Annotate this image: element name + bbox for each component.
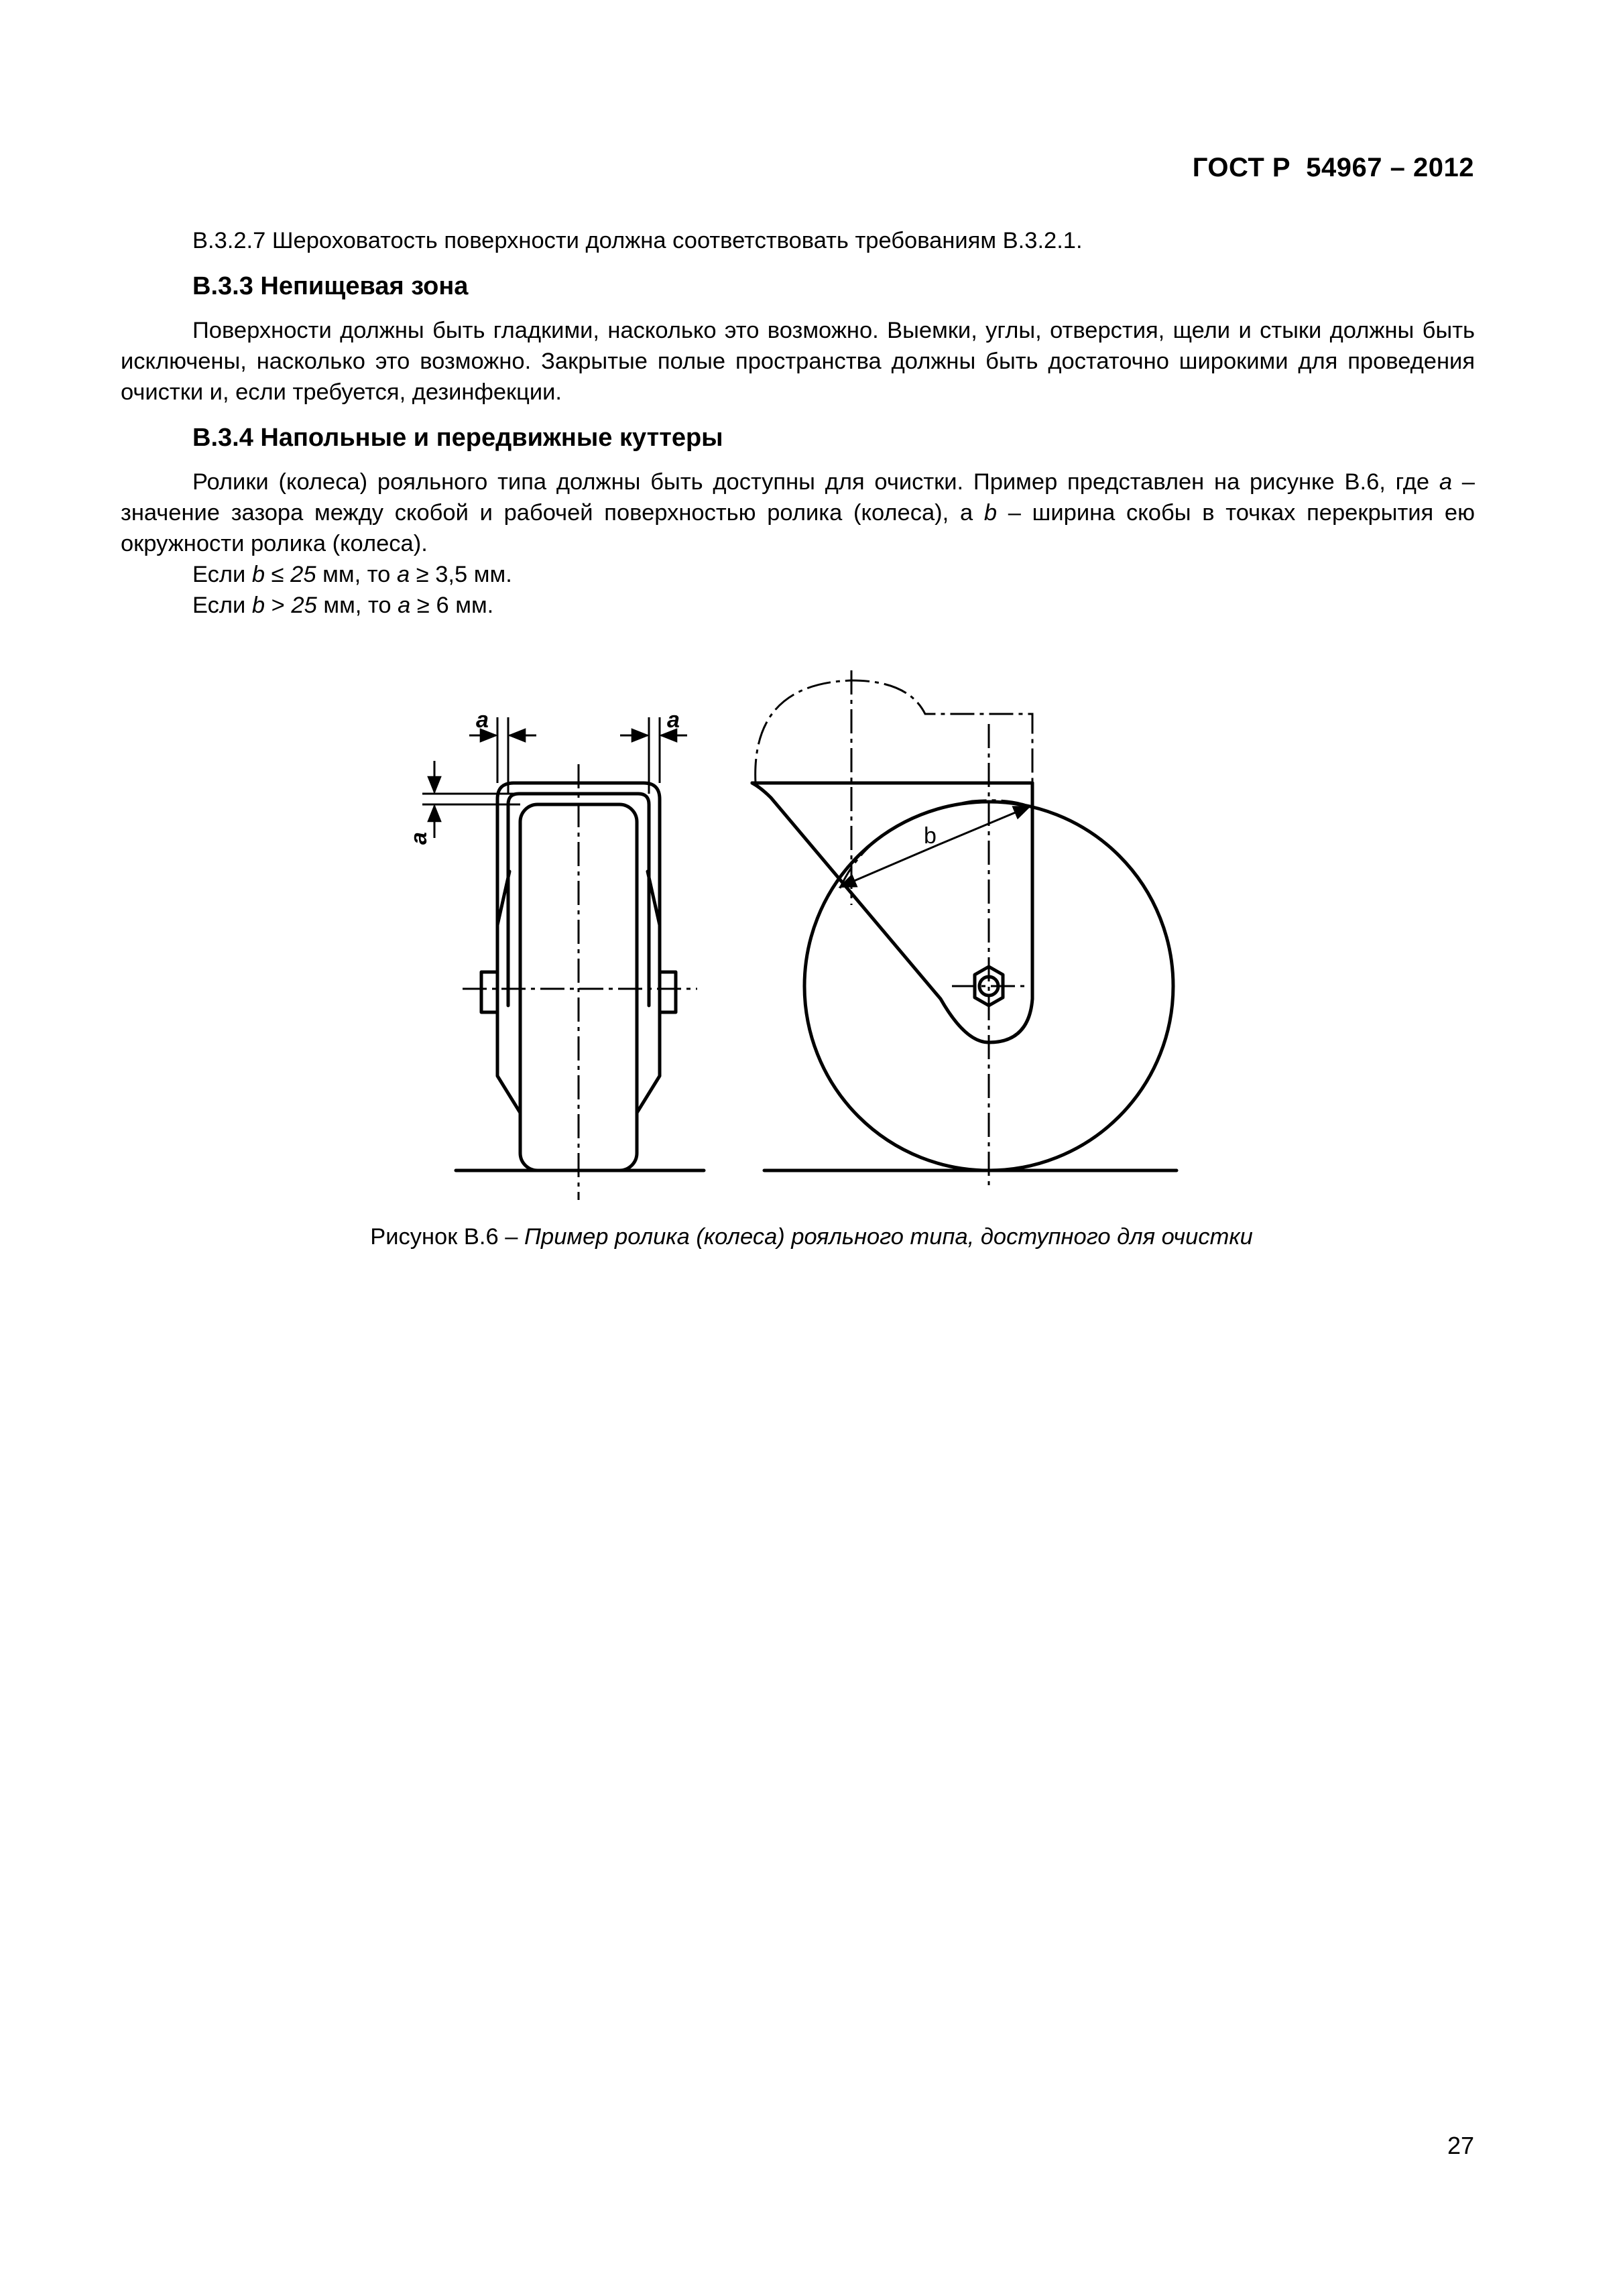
label-b: b bbox=[924, 823, 937, 849]
paragraph-nonfood-zone: Поверхности должны быть гладкими, насколько это возможно. Выемки, углы, отверстия, щели и стыки должны быть исключены, насколько это возможно. Закрытые полые пространства должны быть достаточно широкими для проведения очистки и, если требуется, дезинфекции. bbox=[121, 318, 1475, 405]
bracket-sweep-arc bbox=[840, 800, 1032, 888]
paragraph-b327: В.3.2.7 Шероховатость поверхности должна соответствовать требованиям В.3.2.1. bbox=[192, 228, 1083, 253]
figure-caption: Рисунок В.6 – Пример ролика (колеса) рояльного типа, доступного для очистки bbox=[370, 1224, 1253, 1250]
front-bracket-inner bbox=[508, 794, 649, 1006]
section-heading-b34: В.3.4 Напольные и передвижные куттеры bbox=[192, 424, 723, 452]
paragraph-casters: Ролики (колеса) рояльного типа должны быть доступны для очистки. Пример представлен на рисунке В.6, где a – значение зазора между скобой и рабочей поверхностью ролика (колеса), а b – ширина скобы в точках перекрытия ею окружности ролика (колеса). bbox=[121, 469, 1475, 556]
dim-b-arrow-1 bbox=[840, 845, 939, 887]
front-wheel bbox=[520, 804, 637, 1170]
condition-line-2: Если b > 25 мм, то a ≥ 6 мм. bbox=[192, 593, 494, 618]
page-number: 27 bbox=[1447, 2132, 1474, 2159]
front-bracket-outer bbox=[497, 783, 660, 1006]
label-a-top-left: a bbox=[476, 707, 489, 733]
right-axle-nut bbox=[660, 972, 676, 1012]
document-header: ГОСТ Р 54967 – 2012 bbox=[1192, 153, 1474, 182]
condition-line-1: Если b ≤ 25 мм, то a ≥ 3,5 мм. bbox=[192, 562, 512, 587]
section-heading-b33: В.3.3 Непищевая зона bbox=[192, 272, 469, 300]
label-a-top-right: a bbox=[667, 707, 680, 733]
dim-b-arrow-2 bbox=[939, 806, 1030, 845]
side-axle-hex-nut bbox=[975, 967, 1003, 1006]
body-text bbox=[121, 225, 1475, 621]
side-wheel bbox=[804, 802, 1173, 1170]
label-a-side: a bbox=[406, 832, 432, 845]
left-axle-nut bbox=[481, 972, 497, 1012]
swivel-envelope-arc bbox=[756, 680, 1032, 783]
